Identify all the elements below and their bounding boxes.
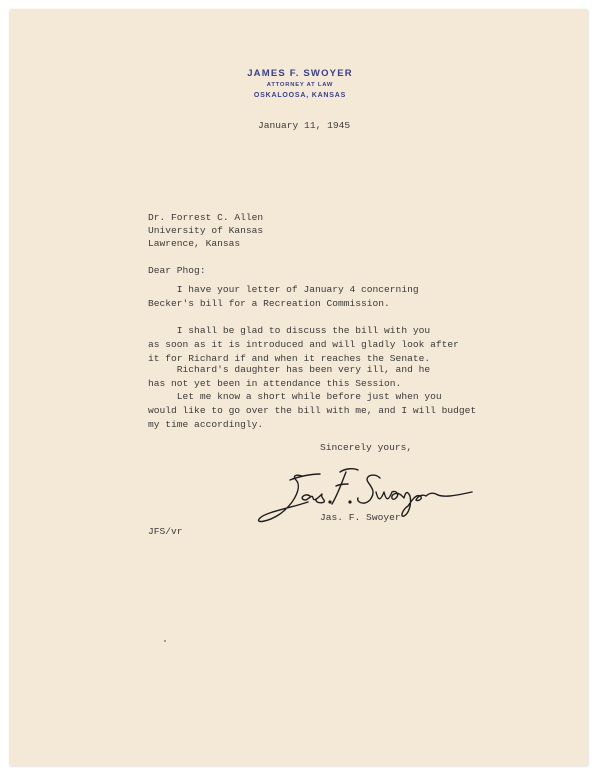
body-line: Let me know a short while before just when you — [148, 391, 442, 402]
body-line: Richard's daughter has been very ill, and he — [148, 364, 431, 375]
body-paragraph — [148, 283, 419, 311]
body-line: Becker's bill for a Recreation Commission. — [148, 298, 390, 309]
body-paragraph — [148, 390, 476, 432]
recipient-line: Lawrence, Kansas — [148, 238, 241, 249]
paper-speck — [164, 640, 166, 642]
letterhead-city: OSKALOOSA, KANSAS — [253, 92, 347, 99]
body-line: it for Richard if and when it reaches the Senate. — [148, 353, 431, 364]
recipient-line: University of Kansas — [148, 225, 264, 236]
letterhead-name: JAMES F. SWOYER — [247, 68, 353, 79]
body-paragraph — [148, 363, 430, 391]
body-paragraph — [148, 324, 459, 366]
closing: Sincerely yours, — [320, 442, 413, 453]
recipient-line: Dr. Forrest C. Allen — [148, 212, 264, 223]
reference-initials: JFS/vr — [148, 526, 183, 537]
typed-signature-name: Jas. F. Swoyer — [320, 512, 401, 523]
body-line: has not yet been in attendance this Session. — [148, 378, 402, 389]
letter-date: January 11, 1945 — [258, 120, 351, 131]
body-line: my time accordingly. — [148, 419, 264, 430]
body-line: as soon as it is introduced and will gladly look after — [148, 339, 459, 350]
body-line: I have your letter of January 4 concerning — [148, 284, 419, 295]
letterhead-title: ATTORNEY AT LAW — [266, 82, 334, 88]
body-line: would like to go over the bill with me, and I will budget — [148, 405, 477, 416]
salutation: Dear Phog: — [148, 265, 206, 276]
body-line: I shall be glad to discuss the bill with you — [148, 325, 431, 336]
